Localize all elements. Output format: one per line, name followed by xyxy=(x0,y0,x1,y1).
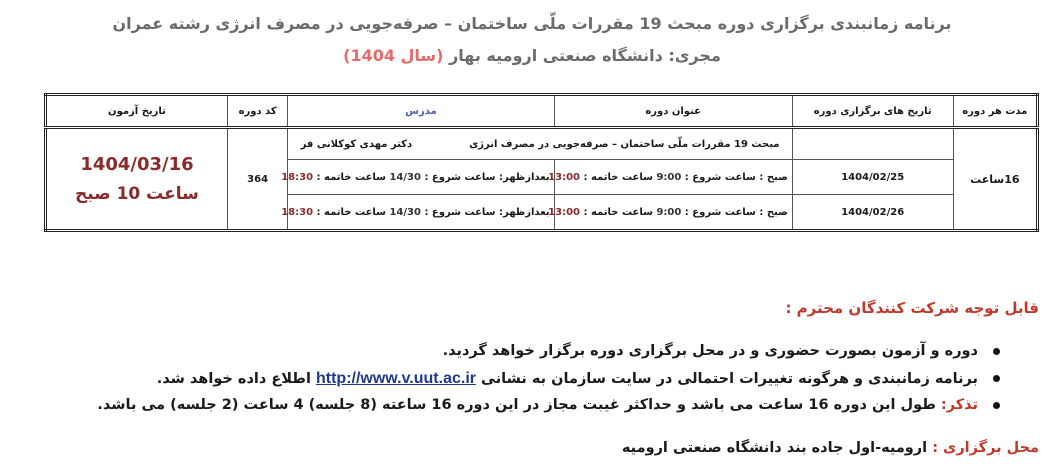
notes-list xyxy=(97,338,1000,419)
morning-slot: صبح : ساعت شروع : 9:00 ساعت خاتمه : 13:00 xyxy=(554,160,792,195)
venue-label: محل برگزاری : xyxy=(932,440,1039,456)
list-item: تذکر: طول این دوره 16 ساعت می باشد و حداکثر غیبت مجاز در این دوره 16 ساعته (8 جلسه) 4 ساعت (2 جلسه) می باشد. xyxy=(100,392,1000,419)
website-link[interactable]: http://www.v.uut.ac.ir xyxy=(315,370,476,387)
list-item: دوره و آزمون بصورت حضوری و در محل برگزاری دوره برگزار خواهد گردید. xyxy=(100,338,1000,365)
afternoon-slot: بعدازظهر: ساعت شروع : 14/30 ساعت خاتمه : 18:30 xyxy=(288,195,554,231)
exam-date: 1404/03/16 xyxy=(80,154,194,175)
dates-spacer-cell xyxy=(792,128,953,160)
course-code-cell: 364 xyxy=(227,128,287,231)
table-header-row xyxy=(46,95,1038,128)
table-row xyxy=(46,128,1038,160)
page-title: برنامه زمانبندی برگزاری دوره مبحث 19 مقررات ملّی ساختمان – صرفه‌جویی در مصرف انرژی رشته عمران xyxy=(112,14,952,33)
duration-cell: 16ساعت xyxy=(953,128,1037,231)
venue-address: ارومیه-اول جاده بند دانشگاه صنعتی ارومیه xyxy=(621,440,928,456)
reminder-label: تذکر: xyxy=(940,397,978,413)
col-header-code: کد دوره xyxy=(227,95,287,128)
col-header-duration: مدت هر دوره xyxy=(953,95,1037,128)
session-date: 1404/02/26 xyxy=(792,195,953,231)
col-header-course-title: عنوان دوره xyxy=(554,95,792,128)
col-header-exam-date: تاریخ آزمون xyxy=(46,95,228,128)
afternoon-slot: بعدازظهر: ساعت شروع : 14/30 ساعت خاتمه : 18:30 xyxy=(288,160,554,195)
page-subtitle: مجری: دانشگاه صنعتی ارومیه بهار (سال 1404) xyxy=(343,46,721,65)
col-header-teacher: مدرس xyxy=(288,95,554,128)
course-name: مبحث 19 مقررات ملّی ساختمان – صرفه‌جویی در مصرف انرژی xyxy=(469,138,780,150)
exam-cell xyxy=(46,128,228,231)
exam-time: ساعت 10 صبح xyxy=(75,184,199,204)
year-badge: سال 1404 xyxy=(350,46,437,65)
morning-slot: صبح : ساعت شروع : 9:00 ساعت خاتمه : 13:00 xyxy=(554,195,792,231)
venue-line xyxy=(622,440,1039,456)
col-header-dates: تاریخ های برگزاری دوره xyxy=(792,95,953,128)
course-info-cell xyxy=(288,128,793,160)
list-item: برنامه زمانبندی و هرگونه تغییرات احتمالی در سایت سازمان به نشانی http://www.v.uut.ac.ir اطلاع داده خواهد شد. xyxy=(100,365,1000,392)
notice-heading: قابل توجه شرکت کنندگان محترم : xyxy=(785,299,1039,317)
session-date: 1404/02/25 xyxy=(792,160,953,195)
teacher-name: دکتر مهدی کوکلانی فر xyxy=(300,138,413,150)
organizer-text: مجری: دانشگاه صنعتی ارومیه بهار xyxy=(449,46,721,65)
schedule-table xyxy=(44,93,1039,232)
